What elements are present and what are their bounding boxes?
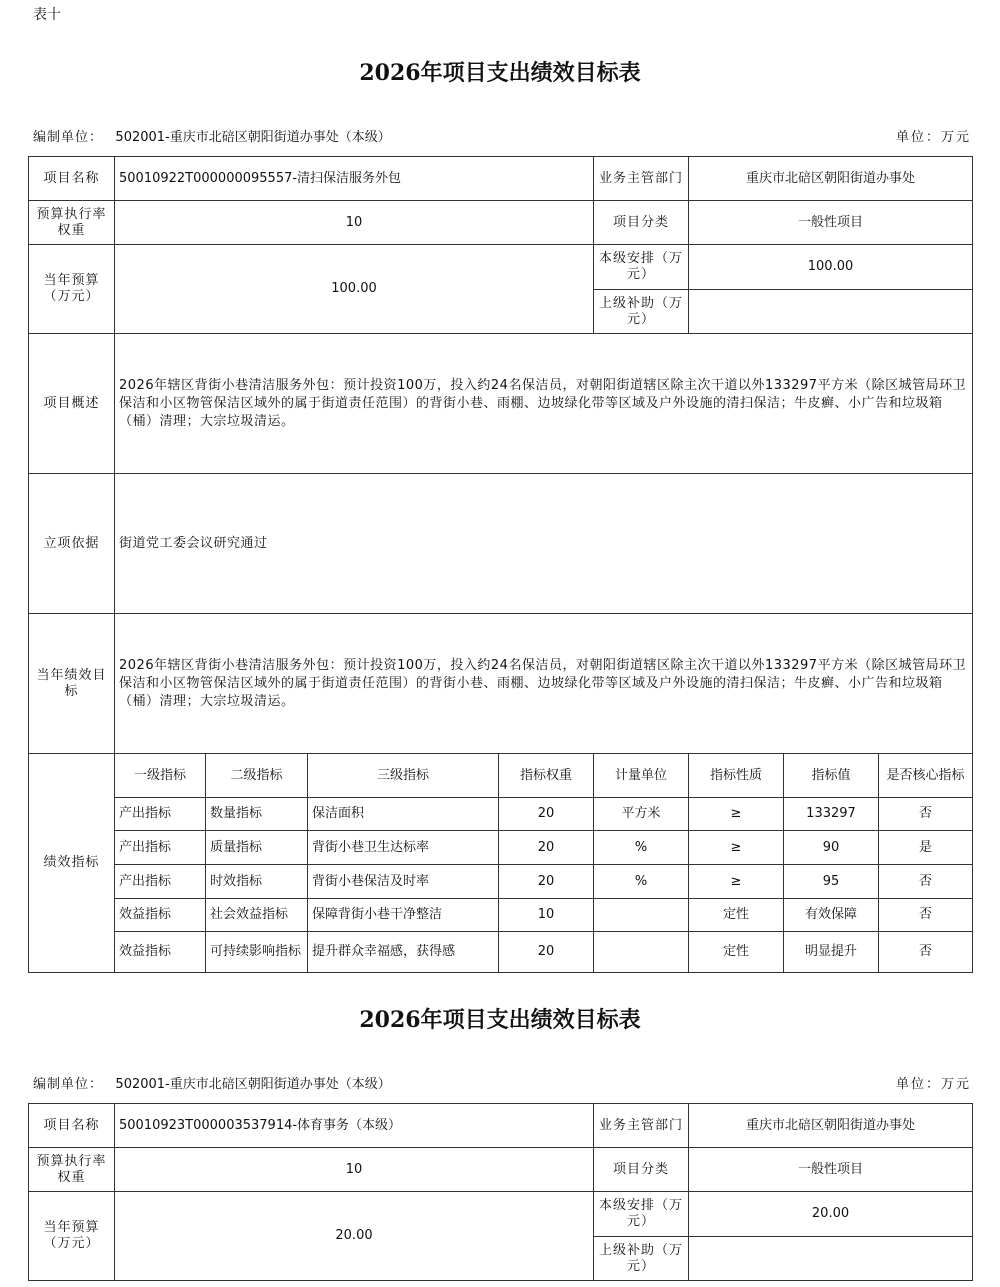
cell-level3: 保障背街小巷干净整洁 xyxy=(308,899,499,932)
upper-value xyxy=(689,1237,973,1281)
cell-level1: 产出指标 xyxy=(115,831,206,865)
project-table xyxy=(28,156,973,973)
org-label: 编制单位： xyxy=(33,1077,104,1092)
supervisor-value: 重庆市北碚区朝阳街道办事处 xyxy=(689,157,973,201)
page-tag: 表十 xyxy=(33,7,61,23)
cell-value: 95 xyxy=(784,865,879,899)
cell-level2: 时效指标 xyxy=(206,865,308,899)
category-value: 一般性项目 xyxy=(689,1148,973,1192)
header-value: 指标值 xyxy=(784,754,879,798)
header-level3: 三级指标 xyxy=(308,754,499,798)
project-table xyxy=(28,1103,973,1281)
cell-level1: 产出指标 xyxy=(115,865,206,899)
header-unit: 计量单位 xyxy=(594,754,689,798)
local-value: 100.00 xyxy=(689,245,973,290)
cell-weight: 20 xyxy=(499,831,594,865)
cell-value: 133297 xyxy=(784,798,879,831)
cell-nature: 定性 xyxy=(689,899,784,932)
cell-nature: ≥ xyxy=(689,865,784,899)
upper-label: 上级补助（万元） xyxy=(594,1237,689,1281)
project-name-value: 50010922T000000095557-清扫保洁服务外包 xyxy=(115,157,594,201)
org-row xyxy=(33,1073,971,1092)
cell-nature: ≥ xyxy=(689,798,784,831)
budget-value: 100.00 xyxy=(115,245,594,334)
table-title: 2026年项目支出绩效目标表 xyxy=(359,60,641,86)
category-label: 项目分类 xyxy=(594,201,689,245)
cell-weight: 20 xyxy=(499,865,594,899)
indicators-label: 绩效指标 xyxy=(29,754,115,973)
cell-value: 90 xyxy=(784,831,879,865)
cell-level3: 提升群众幸福感，获得感 xyxy=(308,932,499,973)
cell-weight: 10 xyxy=(499,899,594,932)
category-value: 一般性项目 xyxy=(689,201,973,245)
overview-label: 项目概述 xyxy=(29,334,115,474)
cell-nature: 定性 xyxy=(689,932,784,973)
cell-level3: 背街小巷卫生达标率 xyxy=(308,831,499,865)
org-info xyxy=(33,126,391,145)
local-value: 20.00 xyxy=(689,1192,973,1237)
supervisor-label: 业务主管部门 xyxy=(594,1104,689,1148)
exec-weight-label: 预算执行率权重 xyxy=(29,1148,115,1192)
org-value: 502001-重庆市北碚区朝阳街道办事处（本级） xyxy=(115,130,391,145)
unit-label: 单位：万元 xyxy=(895,1077,971,1092)
header-level2: 二级指标 xyxy=(206,754,308,798)
table-title: 2026年项目支出绩效目标表 xyxy=(359,1007,641,1033)
cell-unit xyxy=(594,899,689,932)
cell-core: 否 xyxy=(879,798,973,831)
cell-level3: 保洁面积 xyxy=(308,798,499,831)
cell-nature: ≥ xyxy=(689,831,784,865)
upper-value xyxy=(689,290,973,334)
header-weight: 指标权重 xyxy=(499,754,594,798)
project-name-value: 50010923T000003537914-体育事务（本级） xyxy=(115,1104,594,1148)
indicator-header-row xyxy=(29,754,973,798)
basis-label: 立项依据 xyxy=(29,474,115,614)
org-row xyxy=(33,126,971,145)
cell-core: 否 xyxy=(879,865,973,899)
cell-level2: 质量指标 xyxy=(206,831,308,865)
org-label: 编制单位： xyxy=(33,130,104,145)
cell-weight: 20 xyxy=(499,932,594,973)
supervisor-value: 重庆市北碚区朝阳街道办事处 xyxy=(689,1104,973,1148)
goal-label: 当年绩效目标 xyxy=(29,614,115,754)
org-info xyxy=(33,1073,391,1092)
cell-level1: 效益指标 xyxy=(115,932,206,973)
project-name-label: 项目名称 xyxy=(29,157,115,201)
cell-level1: 效益指标 xyxy=(115,899,206,932)
table-row xyxy=(29,899,973,932)
supervisor-label: 业务主管部门 xyxy=(594,157,689,201)
cell-level2: 可持续影响指标 xyxy=(206,932,308,973)
table-row xyxy=(29,831,973,865)
header-nature: 指标性质 xyxy=(689,754,784,798)
unit-label: 单位：万元 xyxy=(895,130,971,145)
budget-label: 当年预算（万元） xyxy=(29,245,115,334)
header-level1: 一级指标 xyxy=(115,754,206,798)
local-label: 本级安排（万元） xyxy=(594,1192,689,1237)
budget-value: 20.00 xyxy=(115,1192,594,1281)
cell-unit: % xyxy=(594,831,689,865)
cell-unit: 平方米 xyxy=(594,798,689,831)
table-row xyxy=(29,798,973,831)
cell-unit xyxy=(594,932,689,973)
cell-level3: 背街小巷保洁及时率 xyxy=(308,865,499,899)
exec-weight-value: 10 xyxy=(115,1148,594,1192)
table-row xyxy=(29,865,973,899)
cell-level1: 产出指标 xyxy=(115,798,206,831)
cell-core: 是 xyxy=(879,831,973,865)
category-label: 项目分类 xyxy=(594,1148,689,1192)
goal-value: 2026年辖区背街小巷清洁服务外包：预计投资100万，投入约24名保洁员，对朝阳街道辖区除主次干道以外133297平方米（除区城管局环卫保洁和小区物管保洁区域外的属于街道责任范围）的背街小巷、雨棚、边坡绿化带等区域及户外设施的清扫保洁；牛皮癣、小广告和垃圾箱（桶）清理；大宗垃圾清运。 xyxy=(115,614,973,754)
header-core: 是否核心指标 xyxy=(879,754,973,798)
budget-label: 当年预算（万元） xyxy=(29,1192,115,1281)
cell-value: 明显提升 xyxy=(784,932,879,973)
local-label: 本级安排（万元） xyxy=(594,245,689,290)
upper-label: 上级补助（万元） xyxy=(594,290,689,334)
org-value: 502001-重庆市北碚区朝阳街道办事处（本级） xyxy=(115,1077,391,1092)
cell-level2: 社会效益指标 xyxy=(206,899,308,932)
cell-unit: % xyxy=(594,865,689,899)
cell-value: 有效保障 xyxy=(784,899,879,932)
cell-core: 否 xyxy=(879,932,973,973)
cell-weight: 20 xyxy=(499,798,594,831)
overview-value: 2026年辖区背街小巷清洁服务外包：预计投资100万，投入约24名保洁员，对朝阳街道辖区除主次干道以外133297平方米（除区城管局环卫保洁和小区物管保洁区域外的属于街道责任范围）的背街小巷、雨棚、边坡绿化带等区域及户外设施的清扫保洁；牛皮癣、小广告和垃圾箱（桶）清理；大宗垃圾清运。 xyxy=(115,334,973,474)
exec-weight-value: 10 xyxy=(115,201,594,245)
basis-value: 街道党工委会议研究通过 xyxy=(115,474,973,614)
project-name-label: 项目名称 xyxy=(29,1104,115,1148)
cell-level2: 数量指标 xyxy=(206,798,308,831)
exec-weight-label: 预算执行率权重 xyxy=(29,201,115,245)
cell-core: 否 xyxy=(879,899,973,932)
table-row xyxy=(29,932,973,973)
